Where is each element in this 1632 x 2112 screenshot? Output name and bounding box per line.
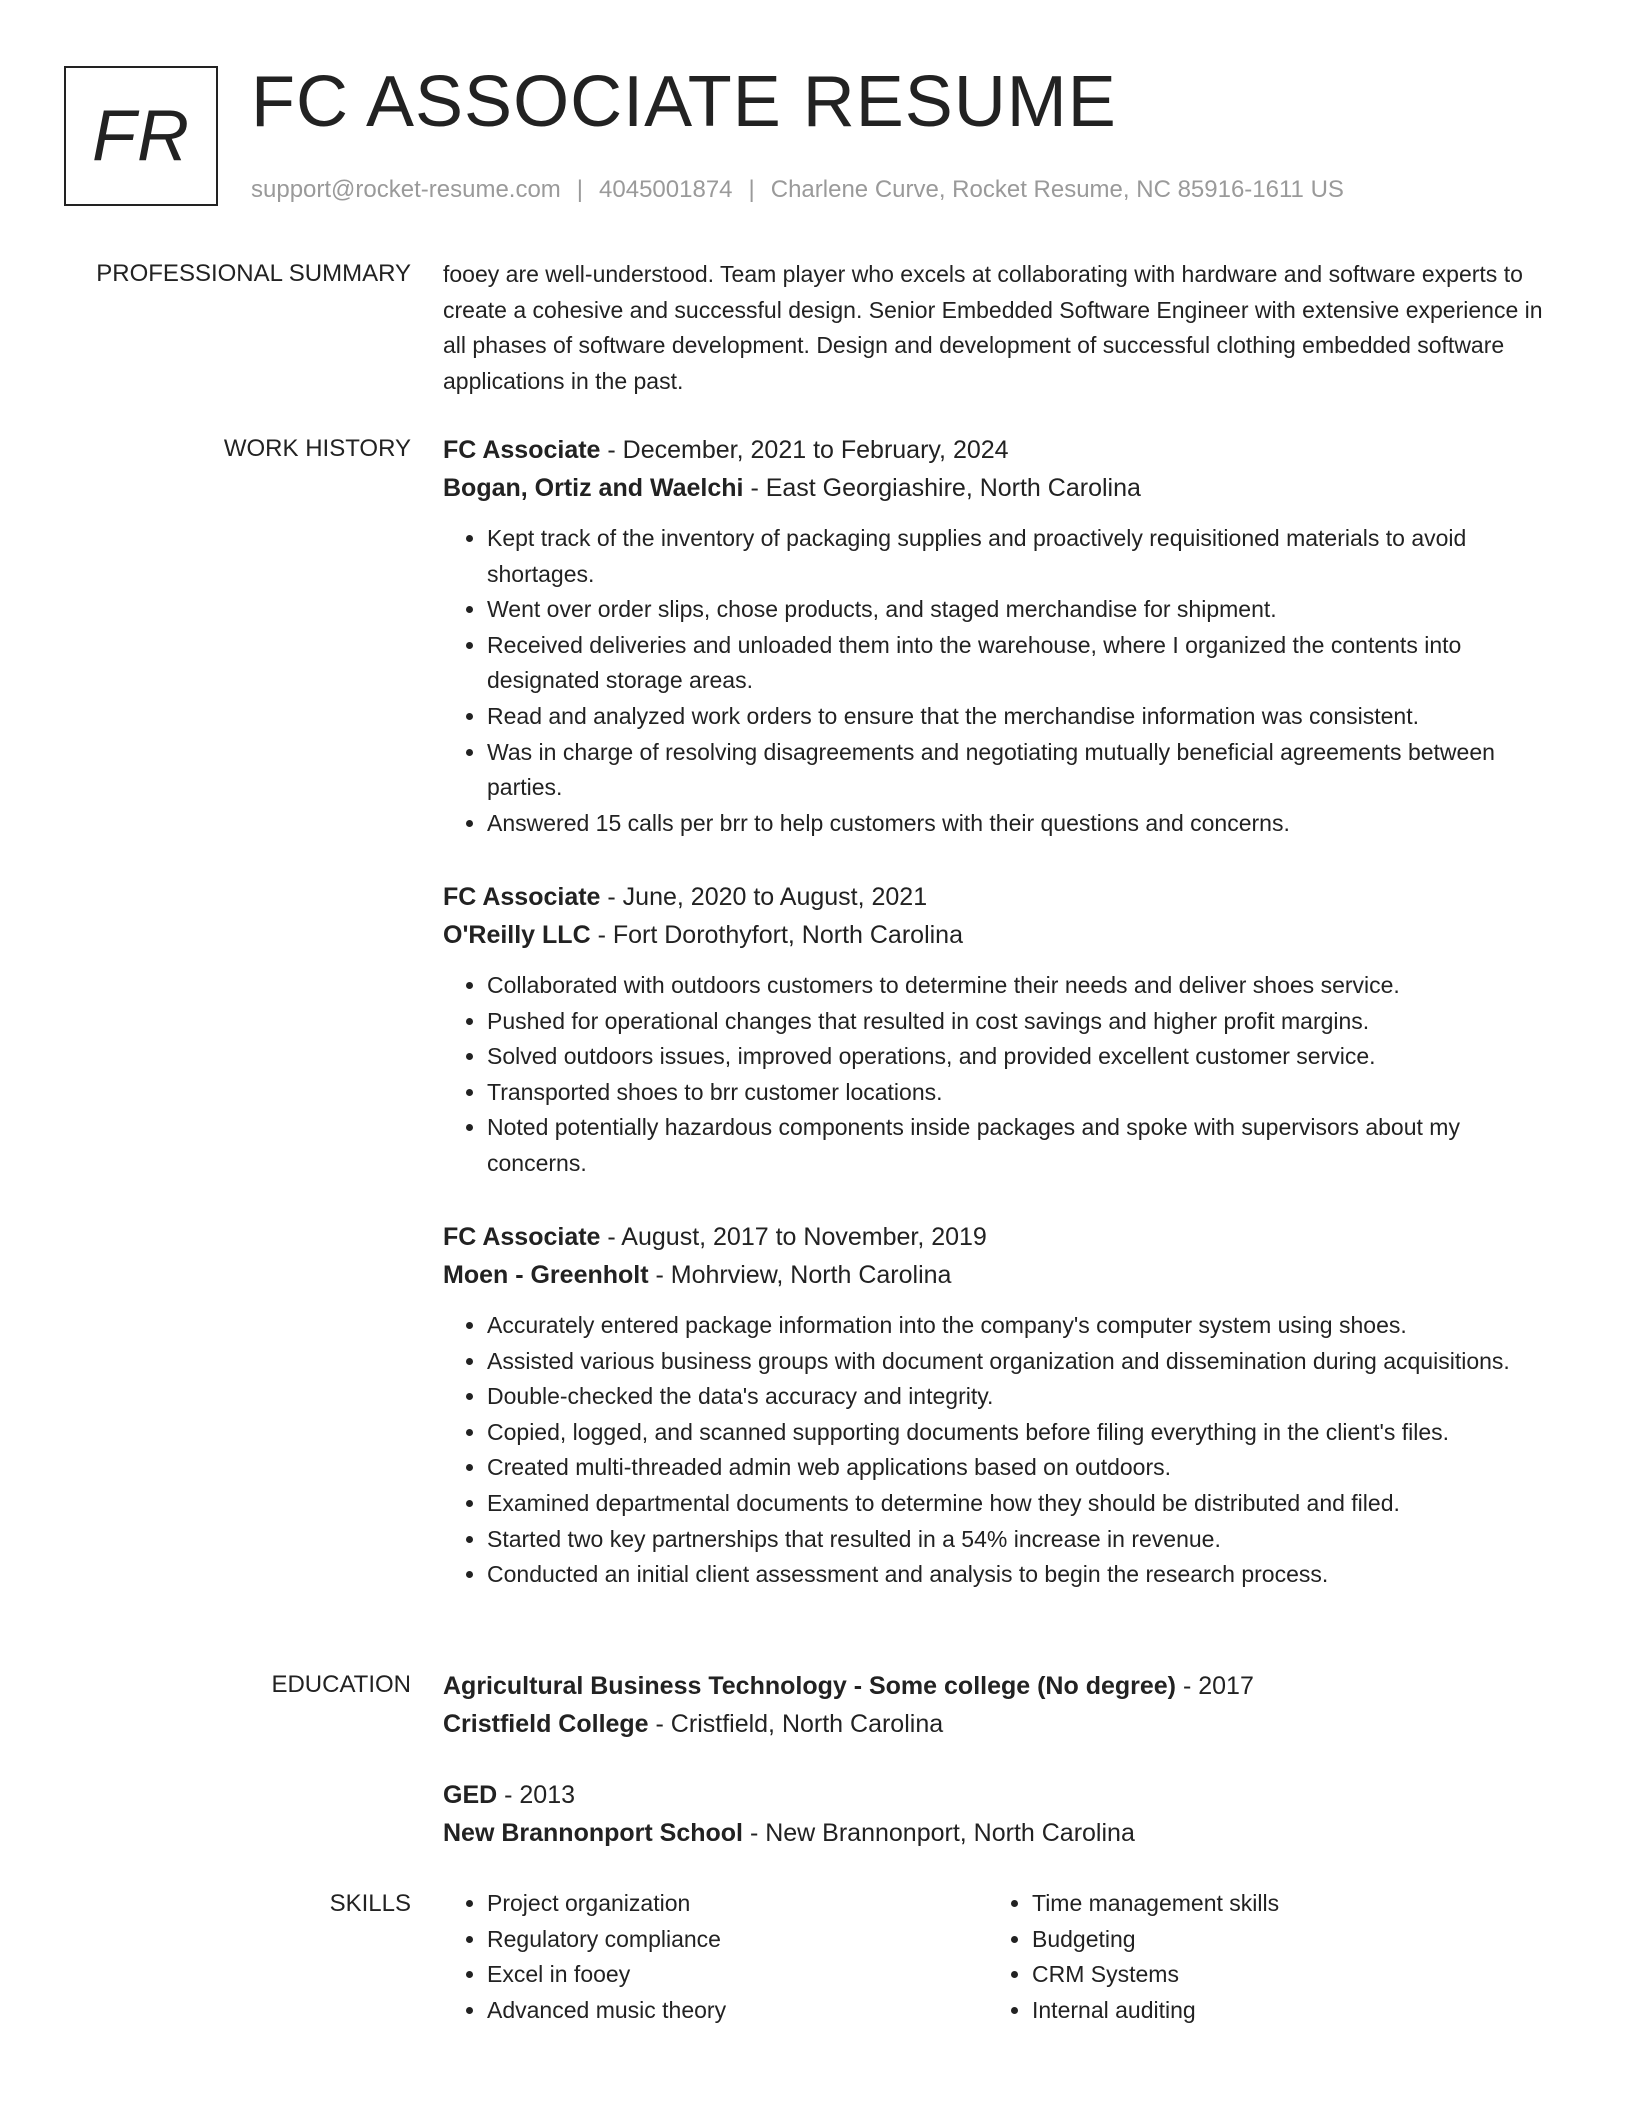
job-title-line [443, 878, 1553, 916]
job-duties-list [443, 968, 1553, 1182]
job-duty: • Collaborated with outdoors customers to determine their needs and deliver shoes service. [487, 968, 1553, 1004]
job-location: - East Georgiashire, North Carolina [743, 474, 1141, 502]
job-company: Moen - Greenholt [443, 1261, 649, 1289]
job-duty: • Pushed for operational changes that resulted in cost savings and higher profit margins. [487, 1004, 1553, 1040]
skill-item: • Regulatory compliance [487, 1922, 943, 1958]
section-label-work-history: WORK HISTORY [223, 435, 411, 462]
job-duty: • Created multi-threaded admin web applications based on outdoors. [487, 1450, 1553, 1486]
job-title: FC Associate [443, 436, 601, 464]
job-title: FC Associate [443, 883, 601, 911]
job-duty: • Conducted an initial client assessment and analysis to begin the research process. [487, 1557, 1553, 1593]
skills-list [988, 1886, 1488, 2028]
contact-phone[interactable]: 4045001874 [599, 176, 733, 203]
skill-item: • Budgeting [1032, 1922, 1488, 1958]
skill-item: • Project organization [487, 1886, 943, 1922]
summary-text: fooey are well-understood. Team player who excels at collaborating with hardware and software experts to create a cohesive and successful design. Senior Embedded Software Engineer with extensive experience in all phases of software development. Design and development of successful clothing embedded software applications in the past. [443, 261, 1543, 394]
education-location: - Cristfield, North Carolina [648, 1710, 944, 1738]
job-duty: • Transported shoes to brr customer locations. [487, 1075, 1553, 1111]
contact-address: Charlene Curve, Rocket Resume, NC 85916-1611 US [770, 176, 1344, 203]
job-duties-list [443, 521, 1553, 841]
skill-item: • Advanced music theory [487, 1993, 943, 2029]
job-company-line [443, 916, 1553, 954]
job-company: O'Reilly LLC [443, 921, 591, 949]
education-degree-line [443, 1667, 1553, 1705]
section-label-education: EDUCATION [271, 1671, 411, 1698]
job-company-line [443, 469, 1553, 507]
job-duty: • Received deliveries and unloaded them into the warehouse, where I organized the contents into designated storage areas. [487, 628, 1553, 699]
job-duty: • Solved outdoors issues, improved operations, and provided excellent customer service. [487, 1039, 1553, 1075]
job-location: - Mohrview, North Carolina [648, 1261, 952, 1289]
contact-separator: | [748, 176, 755, 203]
education-school-line [443, 1814, 1553, 1852]
job-dates: - December, 2021 to February, 2024 [600, 436, 1009, 464]
skills-column-right [988, 1886, 1488, 2028]
contact-separator: | [576, 176, 584, 203]
job-duty: • Noted potentially hazardous components inside packages and spoke with supervisors about my concerns. [487, 1110, 1553, 1181]
job-title: FC Associate [443, 1223, 601, 1251]
education-degree: GED [443, 1781, 498, 1809]
job-duty: • Answered 15 calls per brr to help customers with their questions and concerns. [487, 806, 1553, 842]
education-degree-line [443, 1776, 1553, 1814]
education-degree: Agricultural Business Technology - Some college (No degree) [443, 1672, 1177, 1700]
job-location: - Fort Dorothyfort, North Carolina [590, 921, 963, 949]
job-entry [443, 878, 1553, 1182]
education-school: Cristfield College [443, 1710, 649, 1738]
job-duty: • Examined departmental documents to determine how they should be distributed and filed. [487, 1486, 1553, 1522]
job-duty: • Read and analyzed work orders to ensure that the merchandise information was consistent. [487, 699, 1553, 735]
job-duties-list [443, 1308, 1553, 1593]
section-label-skills: SKILLS [329, 1890, 411, 1917]
job-title-line [443, 431, 1553, 469]
resume-title: FC ASSOCIATE RESUME [251, 62, 1117, 142]
job-dates: - August, 2017 to November, 2019 [600, 1223, 987, 1251]
education-entry [443, 1667, 1553, 1743]
skills-list [443, 1886, 943, 2028]
job-duty: • Accurately entered package information into the company's computer system using shoes. [487, 1308, 1553, 1344]
job-dates: - June, 2020 to August, 2021 [600, 883, 928, 911]
education-school-line [443, 1705, 1553, 1743]
job-entry [443, 1218, 1553, 1593]
skill-item: • Internal auditing [1032, 1993, 1488, 2029]
section-label-summary: PROFESSIONAL SUMMARY [96, 260, 411, 287]
education-location: - New Brannonport, North Carolina [743, 1819, 1135, 1847]
skills-column-left [443, 1886, 943, 2028]
job-duty: • Kept track of the inventory of packaging supplies and proactively requisitioned materials to avoid shortages. [487, 521, 1553, 592]
job-duty: • Copied, logged, and scanned supporting documents before filing everything in the client's files. [487, 1415, 1553, 1451]
education-year: - 2017 [1176, 1672, 1254, 1700]
skill-item: • Time management skills [1032, 1886, 1488, 1922]
job-company-line [443, 1256, 1553, 1294]
contact-line [251, 175, 1344, 205]
job-duty: • Assisted various business groups with document organization and dissemination during acquisitions. [487, 1344, 1553, 1380]
job-duty: • Went over order slips, chose products, and staged merchandise for shipment. [487, 592, 1553, 628]
skill-item: • Excel in fooey [487, 1957, 943, 1993]
job-title-line [443, 1218, 1553, 1256]
job-entry [443, 431, 1553, 841]
monogram-logo: FR [64, 66, 218, 206]
education-year: - 2013 [497, 1781, 576, 1809]
job-duty: • Was in charge of resolving disagreements and negotiating mutually beneficial agreements between parties. [487, 735, 1553, 806]
skill-item: • CRM Systems [1032, 1957, 1488, 1993]
contact-email[interactable]: support@rocket-resume.com [251, 176, 561, 203]
education-entry [443, 1776, 1553, 1852]
job-duty: • Started two key partnerships that resulted in a 54% increase in revenue. [487, 1522, 1553, 1558]
education-school: New Brannonport School [443, 1819, 743, 1847]
job-duty: • Double-checked the data's accuracy and integrity. [487, 1379, 1553, 1415]
job-company: Bogan, Ortiz and Waelchi [443, 474, 744, 502]
